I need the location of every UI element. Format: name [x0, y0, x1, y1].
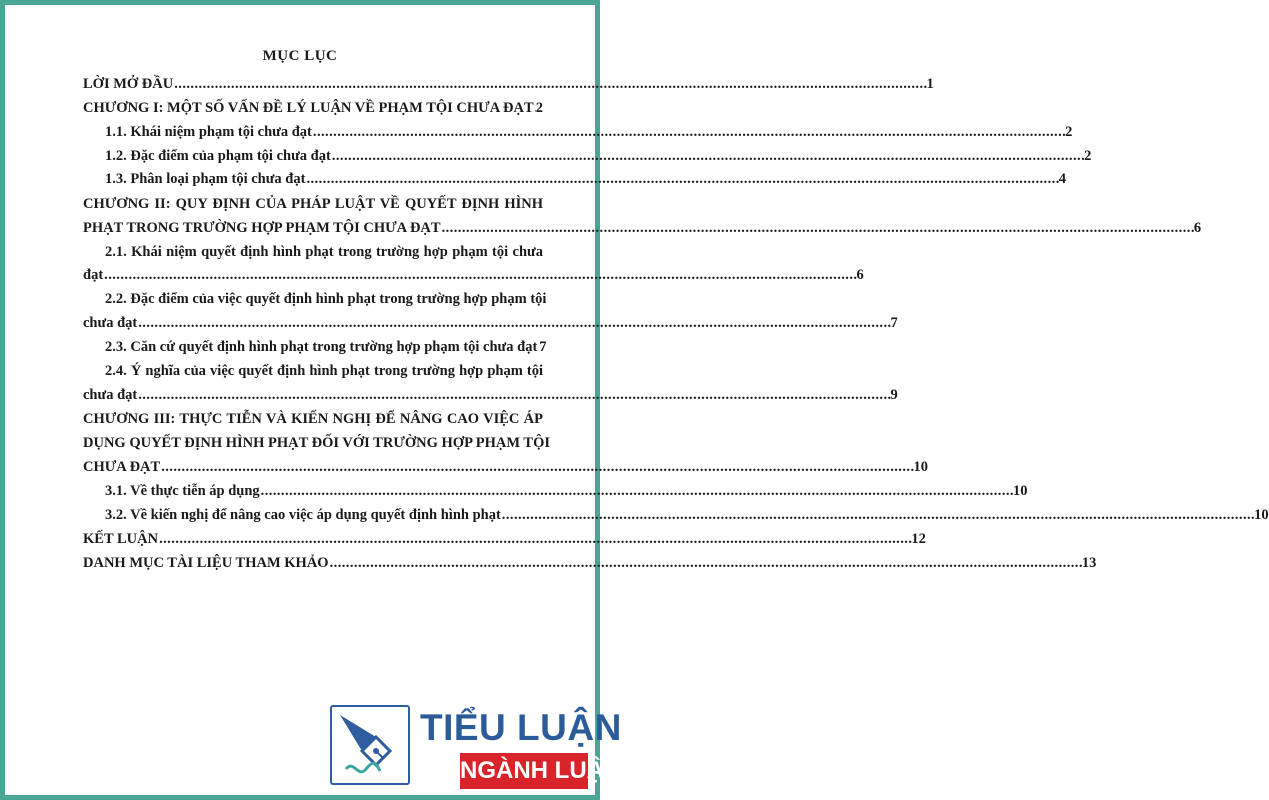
toc-entry-label: KẾT LUẬN	[83, 531, 159, 547]
toc-page-number: 7	[890, 315, 898, 331]
leader-dots	[104, 266, 855, 284]
toc-entry-chapter-3[interactable]	[83, 458, 928, 476]
toc-page-number: 13	[1081, 555, 1097, 571]
toc-entry-label: chưa đạt	[83, 315, 138, 331]
logo-text-tieu-luan: TIỂU LUẬN	[420, 707, 622, 748]
toc-entry-2-1-line1[interactable]: 2.1. Khái niệm quyết định hình phạt trong trường hợp phạm tội chưa	[105, 244, 543, 260]
toc-page-number: 7	[539, 339, 547, 355]
leader-dots	[502, 506, 1253, 524]
toc-entry-1-3[interactable]	[105, 170, 1066, 188]
leader-dots	[261, 482, 1012, 500]
toc-entry-2-2-line1[interactable]: 2.2. Đặc điểm của việc quyết định hình phạt trong trường hợp phạm tội	[105, 291, 547, 307]
leader-dots	[159, 530, 910, 548]
toc-entry-chapter-2[interactable]	[83, 219, 1202, 237]
toc-entry-intro[interactable]	[83, 75, 934, 93]
toc-entry-label: chưa đạt	[83, 387, 138, 403]
toc-page-number: 6	[1193, 220, 1202, 236]
toc-page-number: 12	[911, 531, 926, 547]
toc-entry-chapter-3-line2[interactable]: DỤNG QUYẾT ĐỊNH HÌNH PHẠT ĐỐI VỚI TRƯỜNG HỢP PHẠM TỘI	[83, 435, 551, 451]
leader-dots	[332, 147, 1083, 165]
toc-entry-label: LỜI MỞ ĐẦU	[83, 76, 174, 92]
leader-dots	[138, 314, 889, 332]
toc-entry-2-4[interactable]	[83, 386, 898, 404]
toc-entry-label: 3.1. Về thực tiễn áp dụng	[105, 483, 260, 499]
leader-dots	[330, 554, 1081, 572]
fountain-pen-icon	[330, 705, 410, 785]
site-logo	[330, 705, 622, 793]
toc-entry-label: đạt	[83, 267, 104, 283]
toc-page-number: 2	[1084, 148, 1092, 164]
toc-entry-label: 2.3. Căn cứ quyết định hình phạt trong trường hợp phạm tội chưa đạt	[105, 339, 538, 355]
toc-entry-label: PHẠT TRONG TRƯỜNG HỢP PHẠM TỘI CHƯA ĐẠT	[83, 220, 441, 236]
toc-entry-chapter-2-line1[interactable]: CHƯƠNG II: QUY ĐỊNH CỦA PHÁP LUẬT VỀ QUYẾT ĐỊNH HÌNH	[83, 196, 543, 212]
toc-page-number: 10	[1254, 507, 1269, 523]
leader-dots	[174, 75, 925, 93]
toc-entry-label: DANH MỤC TÀI LIỆU THAM KHẢO	[83, 555, 329, 571]
toc-entry-label: 1.1. Khái niệm phạm tội chưa đạt	[105, 124, 312, 140]
logo-text-nganh-luat: NGÀNH LUẬT	[460, 753, 588, 789]
toc-entry-references[interactable]	[83, 554, 1097, 572]
toc-page-number: 2	[535, 100, 543, 116]
toc-page-number: 6	[856, 267, 864, 283]
toc-entry-label: 1.2. Đặc điểm của phạm tội chưa đạt	[105, 148, 331, 164]
toc-page-number: 1	[926, 76, 934, 92]
toc-page-number: 10	[1012, 483, 1028, 499]
toc-page-number: 2	[1065, 124, 1073, 140]
toc-entry-label: CHƯƠNG I: MỘT SỐ VẤN ĐỀ LÝ LUẬN VỀ PHẠM TỘI CHƯA ĐẠT	[83, 100, 534, 116]
toc-page-number: 10	[913, 459, 928, 475]
toc-page-number: 4	[1058, 171, 1066, 187]
toc-entry-2-2[interactable]	[83, 314, 898, 332]
toc-entry-label: 1.3. Phân loại phạm tội chưa đạt	[105, 171, 306, 187]
toc-entry-conclusion[interactable]	[83, 530, 926, 548]
toc-entry-3-2[interactable]	[105, 506, 1269, 524]
leader-dots	[313, 123, 1064, 141]
toc-title: MỤC LỤC	[262, 48, 338, 64]
toc-entry-1-1[interactable]	[105, 123, 1073, 141]
leader-dots	[138, 386, 889, 404]
leader-dots	[306, 170, 1057, 188]
toc-page-number: 9	[890, 387, 898, 403]
toc-entry-3-1[interactable]	[105, 482, 1028, 500]
toc-entry-chapter-3-line1[interactable]: CHƯƠNG III: THỰC TIỄN VÀ KIẾN NGHỊ ĐỂ NÂNG CAO VIỆC ÁP	[83, 411, 543, 427]
leader-dots	[161, 458, 912, 476]
toc-entry-label: 3.2. Về kiến nghị để nâng cao việc áp dụng quyết định hình phạt	[105, 507, 501, 523]
leader-dots	[442, 219, 1193, 237]
toc-entry-2-3[interactable]	[105, 338, 547, 356]
toc-entry-label: CHƯA ĐẠT	[83, 459, 161, 475]
toc-entry-2-4-line1[interactable]: 2.4. Ý nghĩa của việc quyết định hình phạt trong trường hợp phạm tội	[105, 363, 543, 379]
toc-entry-chapter-1[interactable]	[83, 99, 543, 117]
toc-entry-1-2[interactable]	[105, 147, 1092, 165]
toc-entry-2-1[interactable]	[83, 266, 864, 284]
